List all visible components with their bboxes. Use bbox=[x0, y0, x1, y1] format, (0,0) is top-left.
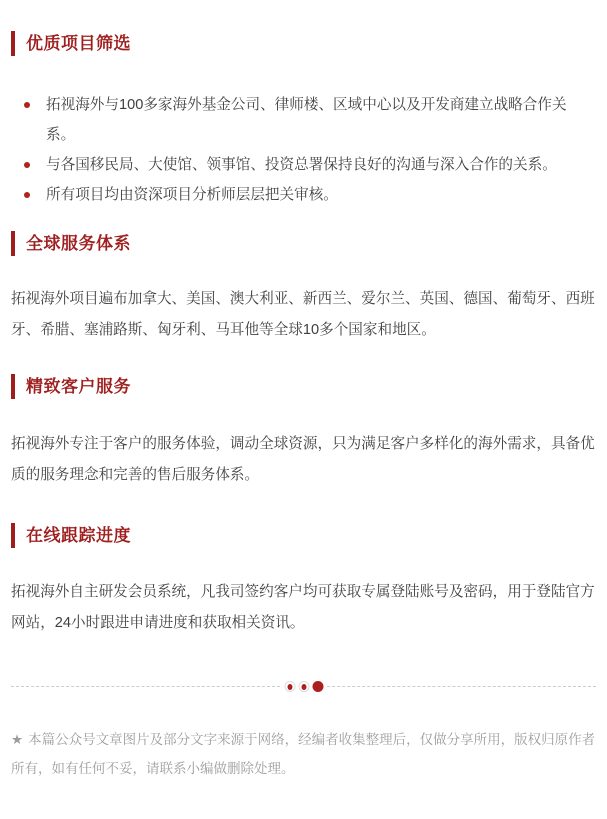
section-paragraph: 拓视海外自主研发会员系统，凡我司签约客户均可获取专属登陆账号及密码，用于登陆官方网站，24小时跟进申请进度和获取相关资讯。 bbox=[11, 584, 595, 631]
section-paragraph: 拓视海外专注于客户的服务体验，调动全球资源，只为满足客户多样化的海外需求，具备优质的服务理念和完善的售后服务体系。 bbox=[11, 436, 595, 483]
bullet-dot-icon bbox=[24, 102, 30, 108]
divider-solid-dot-icon bbox=[312, 681, 323, 692]
list-item bbox=[24, 90, 596, 150]
section-heading: 全球服务体系 bbox=[11, 231, 596, 256]
section-heading: 优质项目筛选 bbox=[11, 31, 596, 56]
bullet-text: 与各国移民局、大使馆、领事馆、投资总署保持良好的沟通与深入合作的关系。 bbox=[46, 157, 557, 173]
section-online-tracking bbox=[11, 523, 596, 639]
bullet-text: 所有项目均由资深项目分析师层层把关审核。 bbox=[46, 187, 338, 203]
section-heading: 精致客户服务 bbox=[11, 374, 596, 399]
list-item bbox=[24, 180, 596, 210]
section-global-service bbox=[11, 231, 596, 346]
list-item bbox=[24, 150, 596, 180]
divider-dots bbox=[281, 680, 326, 693]
footer-disclaimer bbox=[11, 725, 596, 783]
section-customer-service bbox=[11, 374, 596, 491]
divider-ring-dot-icon bbox=[298, 681, 309, 692]
star-icon: ★ bbox=[11, 732, 24, 747]
section-paragraph: 拓视海外项目遍布加拿大、美国、澳大利亚、新西兰、爱尔兰、英国、德国、葡萄牙、西班牙、希腊、塞浦路斯、匈牙利、马耳他等全球10多个国家和地区。 bbox=[11, 291, 595, 338]
bullet-list bbox=[11, 90, 596, 210]
section-heading: 在线跟踪进度 bbox=[11, 523, 596, 548]
article-page bbox=[0, 31, 607, 819]
section-divider bbox=[11, 680, 596, 693]
divider-ring-dot-center bbox=[301, 684, 306, 690]
bullet-dot-icon bbox=[24, 162, 30, 168]
section-project-screening bbox=[11, 31, 596, 210]
footer-text: 本篇公众号文章图片及部分文字来源于网络，经编者收集整理后，仅做分享所用，版权归原作者所有，如有任何不妥，请联系小编做删除处理。 bbox=[11, 732, 596, 776]
divider-ring-dot-icon bbox=[284, 681, 295, 692]
divider-ring-dot-center bbox=[287, 684, 292, 690]
bullet-dot-icon bbox=[24, 192, 30, 198]
bullet-text: 拓视海外与100多家海外基金公司、律师楼、区域中心以及开发商建立战略合作关系。 bbox=[46, 97, 567, 143]
